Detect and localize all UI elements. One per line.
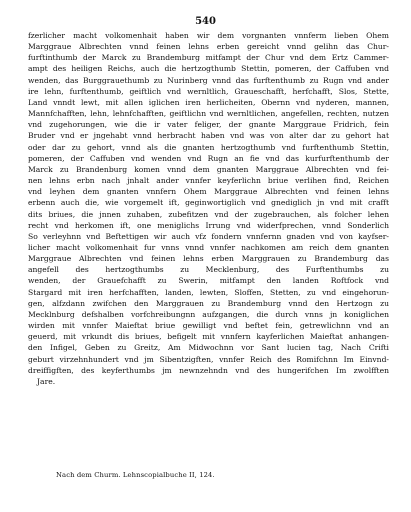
text-line: nen lehns erbn nach jnhalt ander vnnfer keyferlichn briue verlihen find, Reichen [28,176,389,186]
text-line: Jare. [37,376,56,386]
text-line: licher macht volkomenhait fur vnns vnnd vnnfer nachkomen am reich dem gnanten [28,242,389,252]
text-line: Marck zu Brandenburg komen vnnd dem gnanten Marggraue Albrechten vnd fei- [28,164,389,174]
text-line: fzerlicher macht volkomenhait haben wir dem vorgnanten vnnferm lieben Ohem [28,31,389,40]
text-line: recht vnd herkomen ift, one meniglichs Irrung vnd widerfprechen, vnnd Sonderlich [28,220,389,230]
text-line: wenden, der Grauefchafft zu Swerin, mitfampt den landen Roftfock vnd [28,276,389,286]
source-footnote: Nach dem Churm. Lehnscopialbuche II, 124. [56,471,215,479]
text-line: furftinthumb der Marck zu Brandemburg mitfampt der Chur vnd dem Ertz Cammer- [28,53,389,63]
text-line: wirden mit vnnfer Maieftat briue gewilligt vnd beftet fein, getrewlichnn vnd an [28,321,389,331]
text-line: Bruder vnd er jngehabt vnnd herbracht haben vnd was von alter dar zu gehort hat [28,131,389,141]
text-line: angefell des hertzogthumbs zu Mecklenburg, des Furftenthumbs zu [28,265,389,275]
text-line: wenden, das Burggrauethumb zu Nurinberg vnnd das furftenthumb zu Rugn vnd ander [28,75,389,85]
text-line: Marggraue Albrechten vnd feinen lehns erben Marggrauen zu Brandemburg das [28,254,389,264]
text-line: erbenn auch die, wie vorgemelt ift, geginwortiglich vnd gnediglich jn vnd mit crafft [28,198,389,208]
text-line: So verleyhnn vnd Beftettigen wir auch vfz fondern vnnfernn gnaden vnd von kayfser- [28,231,389,241]
text-line: pomeren, der Caffuben vnd wenden vnd Rugn an fie vnd das kurfurftenthumb der [28,153,389,163]
text-line: vnd zugehorungen, wie die ir vater feliger, der gnante Marggraue Fridrich, fein [28,120,389,130]
text-line: vnd leyhen dem gnanten vnnfern Ohem Marggraue Albrechten vnd feinen lehns [28,187,389,197]
text-line: dreiffigften, des keyferthumbs jm newnzehndn vnd des hungerifchen Im zwolfften [28,365,389,375]
text-line: Stargard mit iren herfchafften, landen, lewten, Sloffen, Stetten, zu vnd eingehorun- [28,287,389,297]
text-line: oder dar zu gehort, vnnd als die gnanten hertzogthumb vnd furftenthumb Stettin, [28,142,389,152]
text-line: ampt des heiligen Reichs, auch die hertzogthumb Stettin, pomeren, der Caffuben vnd [28,64,389,74]
text-line: gen, alfzdann zwifchen den Marggrauen zu Brandemburg vnnd den Hertzogn zu [28,298,389,308]
text-line: dits briues, die jnnen zuhaben, zubefitzen vnd der zugebrauchen, als folcher lehen [28,209,389,219]
text-line: Mecklnburg defshalben vorfchreibungnn aufzgangen, die durch vnns jn koniglichen [28,309,389,319]
body-text [28,30,389,387]
text-line: Land vnndt lewt, mit allen iglichen iren herlicheiten, Obernn vnd nyderen, mannen, [28,97,389,107]
text-line: Mannfchafften, lehn, lehnfchafften, geiftlichn vnd wernltlichen, angefellen, rechten, nutzen [28,109,389,119]
text-line: geburt virzehnhundert vnd jm Sibentzigften, vnnfer Reich des Romifchnn Im Einvnd- [28,354,389,364]
text-line: den Infigel, Geben zu Greitz, Am Midwochnn vor Sant lucien tag, Nach Crifti [28,343,389,353]
text-line: Marggraue Albrechten vnnd feinen lehns erben gereicht vnnd gelihn das Chur- [28,42,389,52]
text-line: geuerd, mit vrkundt dis briues, befigelt mit vnnfern kayferlichen Maieftat anhangen- [28,332,389,342]
text-line: ire lehn, furftenthumb, geiftlich vnd wernltlich, Graueschafft, herfchafft, Slos, Stette, [28,86,389,96]
page-number: 540 [195,16,216,27]
